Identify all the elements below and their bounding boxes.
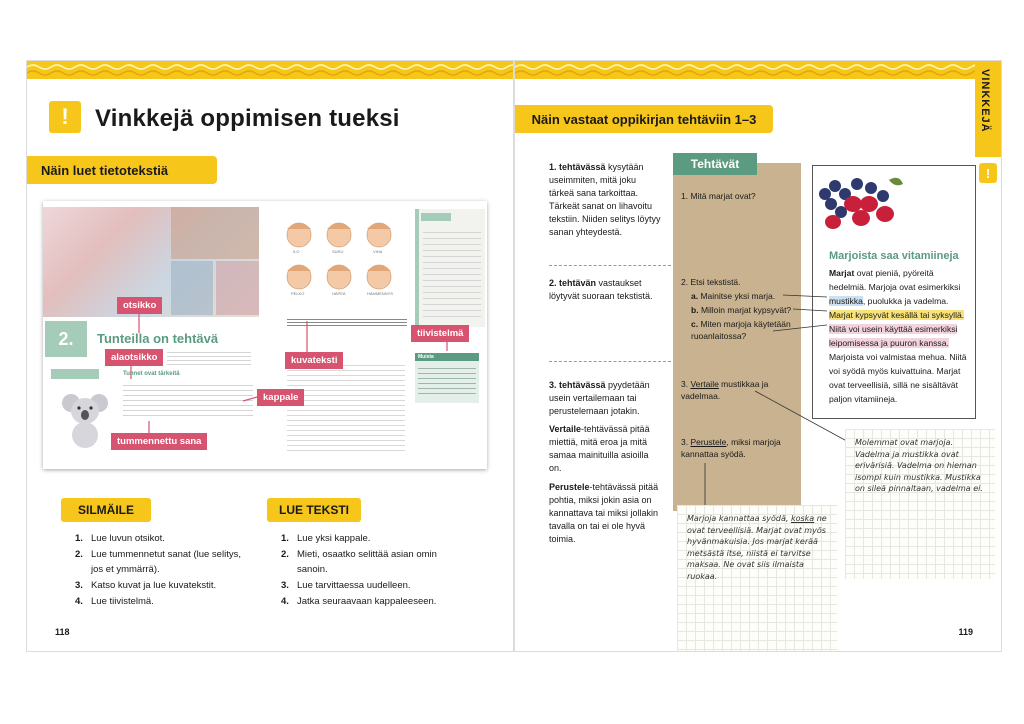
task-2: 2. Etsi tekstistä. <box>681 277 741 287</box>
skim-title: SILMÄILE <box>61 498 151 522</box>
right-page <box>514 60 1002 652</box>
tag-kuvateksti: kuvateksti <box>285 352 343 369</box>
read-title: LUE TEKSTI <box>267 498 361 522</box>
page-number-left: 118 <box>55 627 70 637</box>
tag-tiivistelma: tiivistelmä <box>411 325 469 342</box>
list-item: 3. Katso kuvat ja lue kuvatekstit. <box>75 580 217 591</box>
text-box-body: Marjat ovat pieniä, pyöreitä hedelmiä. Marjoja ovat esimerkiksi mustikka, puolukka ja vadelma. Marjat kypsyvät kesällä tai syksyllä. Niitä voi usein käyttää esimerkiksi leipomisessa ja puuron kanssa. Marjoista voi valmistaa mehua. Niitä voi syödä myös kuivattuina. Marjat ovat terveellisiä, sillä ne sisältävät paljon vitamiineja. <box>829 268 967 404</box>
task-3: 3. Vertaile mustikkaa ja vadelmaa. <box>681 379 769 401</box>
page-title: Vinkkejä oppimisen tueksi <box>95 105 400 132</box>
task-2c: c. Miten marjoja käytetään ruoanlaitossa? <box>691 319 791 341</box>
text-box-heading: Marjoista saa vitamiineja <box>829 250 959 262</box>
face-label: VIHA <box>373 249 383 254</box>
face-label: SURU <box>332 249 344 254</box>
face-label: HÄMMENNYS <box>367 291 394 296</box>
exclamation-glyph: ! <box>61 104 69 129</box>
list-item: 2. Mieti, osaatko selittää asian omin sanoin. <box>281 549 437 575</box>
list-item: 3. Lue tarvittaessa uudelleen. <box>281 580 411 591</box>
tag-otsikko: otsikko <box>117 297 162 314</box>
side-tab-label: VINKKEJÄ <box>979 69 991 133</box>
face-label: PELKO <box>291 291 305 296</box>
note-compare-answer: Molemmat ovat marjoja. Vadelma ja mustikka ovat erivärisiä. Vadelma on hieman isompi kuin mustikka. Mustikka on sileä pinnaltaan, vadelma ei. <box>845 429 995 579</box>
task-card-title: Tehtävät <box>673 153 757 175</box>
task-2a: a. Mainitse yksi marja. <box>691 291 776 301</box>
wavy-header-stripe <box>27 61 513 79</box>
list-item: 4. Jatka seuraavaan kappaleeseen. <box>281 596 437 607</box>
explain-task-2: 2. tehtävän vastaukset löytyvät suoraan tekstistä. <box>549 278 653 301</box>
tag-tummennettu-sana: tummennettu sana <box>111 433 207 450</box>
section-pill-answering: Näin vastaat oppikirjan tehtäviin 1–3 <box>515 105 773 133</box>
summary-title: Muista <box>415 353 479 361</box>
tag-kappale: kappale <box>257 389 304 406</box>
textbook-spread-preview <box>43 201 487 469</box>
list-item: 4. Lue tiivistelmä. <box>75 596 154 607</box>
chapter-number: 2. <box>45 321 87 357</box>
exclamation-icon <box>49 101 81 133</box>
task-1: 1. Mitä marjat ovat? <box>681 191 756 201</box>
list-item: 1. Lue yksi kappale. <box>281 533 371 544</box>
explain-compare: Vertaile-tehtävässä pitää miettiä, mitä eroa ja mitä samaa mainituilla asioilla on. <box>549 424 650 473</box>
tag-alaotsikko: alaotsikko <box>105 349 163 366</box>
task-2b: b. Milloin marjat kypsyvät? <box>691 305 792 315</box>
section-pill-reading: Näin luet tietotekstiä <box>27 156 217 184</box>
face-label: ILO <box>293 249 300 254</box>
list-item: 1. Lue luvun otsikot. <box>75 533 165 544</box>
list-item: 2. Lue tummennetut sanat (lue selitys, jos et ymmärrä). <box>75 549 241 575</box>
page-number-right: 119 <box>958 627 973 637</box>
face-label: HÄPEÄ <box>332 291 346 296</box>
chapter-title: Tunteilla on tehtävä <box>97 331 219 346</box>
explain-task-3: 3. tehtävässä pyydetään usein vertailemaan tai perustelemaan jotakin. <box>549 380 650 416</box>
task-4: 3. Perustele, miksi marjoja kannattaa syödä. <box>681 437 781 459</box>
note-justify-answer: Marjoja kannattaa syödä, koska ne ovat terveellisiä. Marjat ovat myös hyvänmakuisia. Jos marjat kerää metsästä itse, niistä ei tarvitse maksaa. Ne ovat siis ilmaista ruokaa. <box>677 505 837 651</box>
skim-list <box>75 531 245 610</box>
subheading-mini: Tunnet ovat tärkeitä <box>123 371 180 377</box>
explain-task-1: 1. tehtävässä kysytään useimmiten, mitä joku tärkeä sana tarkoittaa. Tärkeät sanat on lihavoitu tekstiin. Niiden selitys löytyy sanan yhteydestä. <box>549 162 661 237</box>
explain-justify: Perustele-tehtävässä pitää pohtia, miksi jokin asia on kannattava tai miksi jollakin tavalla on tai ei ole hyvä toimia. <box>549 482 659 544</box>
read-list <box>281 531 451 610</box>
exclamation-glyph: ! <box>985 165 991 181</box>
left-page <box>26 60 514 652</box>
